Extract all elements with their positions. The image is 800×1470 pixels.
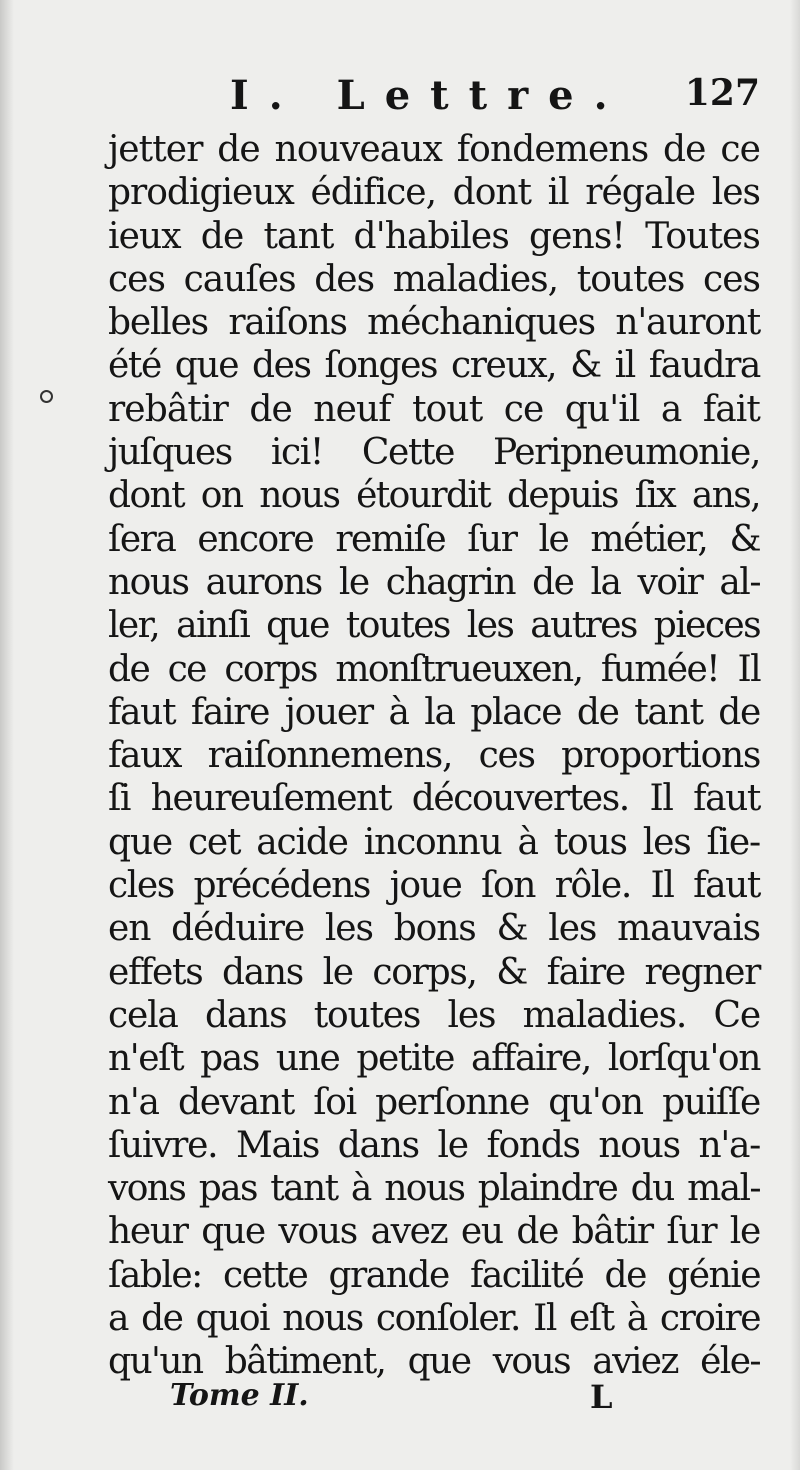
text-line: rebâtir de neuf tout ce qu'il a fait [108, 388, 760, 430]
text-line: faux raiſonnemens, ces proportions [108, 735, 760, 777]
text-line: belles raiſons méchaniques n'auront [108, 302, 760, 344]
text-line: n'eſt pas une petite affaire, lorſqu'on [108, 1038, 760, 1080]
text-line: heur que vous avez eu de bâtir ſur le [108, 1211, 760, 1253]
text-line: nous aurons le chagrin de la voir al- [108, 561, 760, 603]
signature-mark: L [590, 1378, 613, 1416]
text-line: ſuivre. Mais dans le fonds nous n'a- [108, 1124, 760, 1166]
text-line: faut faire jouer à la place de tant de [108, 691, 760, 733]
text-line: qu'un bâtiment, que vous aviez éle- [108, 1341, 760, 1383]
text-line: prodigieux édifice, dont il régale les [108, 172, 760, 214]
text-line: jetter de nouveaux fondemens de ce [108, 129, 760, 170]
text-line: cles précédens joue ſon rôle. Il faut [108, 865, 760, 907]
running-head: I. Lettre. [230, 72, 628, 119]
text-line: ſera encore remiſe ſur le métier, & [108, 518, 760, 560]
page-header [108, 72, 760, 122]
text-line: vons pas tant à nous plaindre du mal- [108, 1168, 760, 1210]
text-line: ces cauſes des maladies, toutes ces [108, 258, 760, 300]
page-number: 127 [684, 72, 760, 114]
page-footer [170, 1378, 620, 1422]
text-line: cela dans toutes les maladies. Ce [108, 994, 760, 1036]
page-edge-right [790, 0, 800, 1470]
page-edge-left [0, 0, 14, 1470]
text-line: été que des ſonges creux, & il faudra [108, 345, 760, 387]
text-line: ieux de tant d'habiles gens! Toutes [108, 215, 760, 257]
text-line: en déduire les bons & les mauvais [108, 908, 760, 950]
text-line: ſi heureuſement découvertes. Il faut [108, 778, 760, 820]
text-line: a de quoi nous conſoler. Il eſt à croire [108, 1298, 760, 1340]
text-line: que cet acide inconnu à tous les ſie- [108, 821, 760, 863]
text-line: ſable: cette grande facilité de génie [108, 1254, 760, 1296]
volume-label: Tome II. [170, 1378, 309, 1413]
text-line: effets dans le corps, & faire regner [108, 951, 760, 993]
text-line: ler, ainſi que toutes les autres pieces [108, 605, 760, 647]
text-line: juſques ici! Cette Peripneumonie, [108, 432, 760, 474]
text-line: de ce corps monſtrueuxen, fumée! Il [108, 648, 760, 690]
text-line: n'a devant ſoi perſonne qu'on puiſſe [108, 1081, 760, 1123]
text-line: dont on nous étourdit depuis ſix ans, [108, 475, 760, 517]
body-text [108, 128, 760, 1384]
margin-mark [40, 390, 53, 403]
